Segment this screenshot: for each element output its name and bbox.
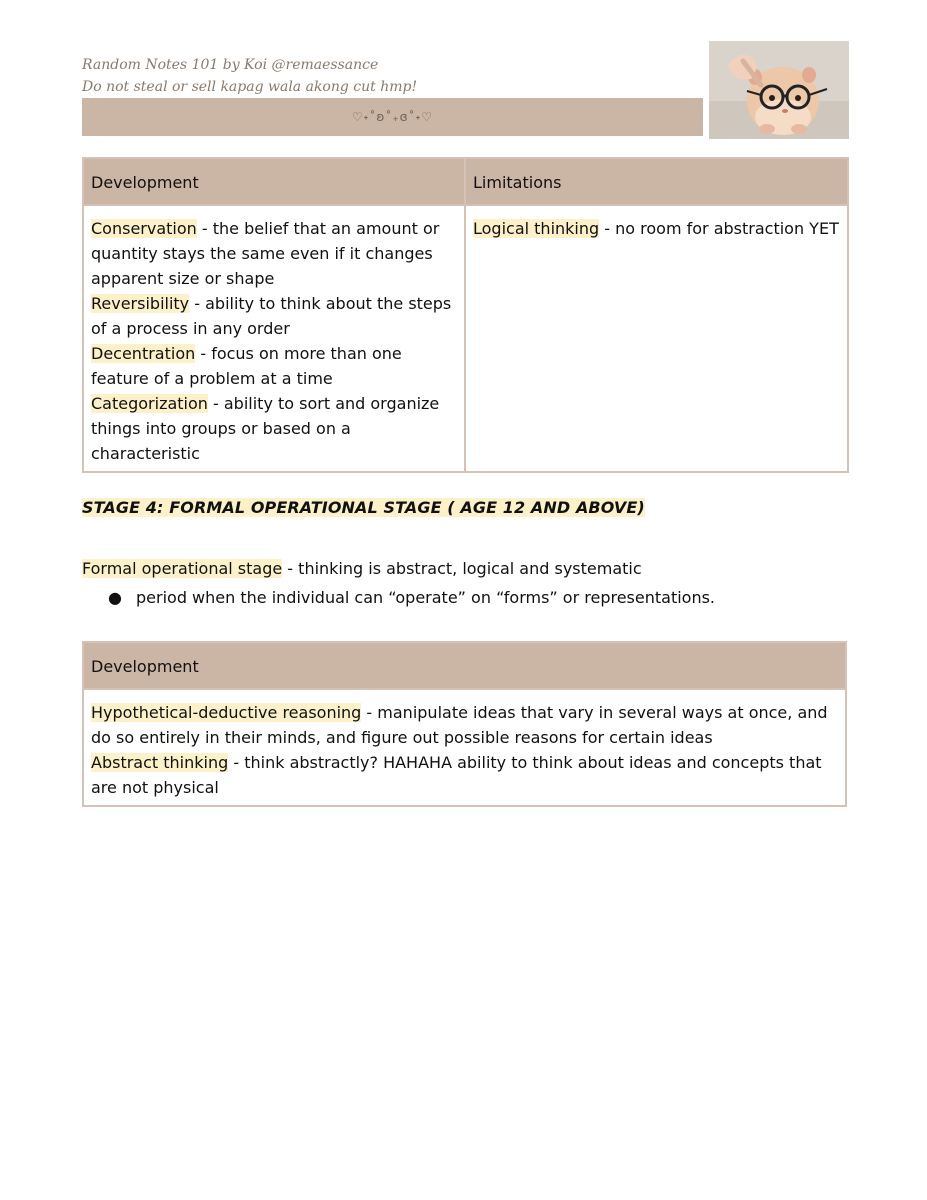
desc-categorization: - ability to sort and organize things into groups or based on a characteristic — [91, 394, 440, 463]
hamster-illustration — [709, 41, 849, 139]
formal-stage-table — [82, 641, 847, 807]
term-decentration: Decentration — [91, 344, 196, 363]
development-header: Development — [83, 158, 465, 205]
bullet-text: period when the individual can “operate” on “forms” or representations. — [136, 588, 716, 607]
term-hypothetical-deductive: Hypothetical-deductive reasoning — [91, 703, 362, 722]
term-formal-operational-stage: Formal operational stage — [82, 559, 283, 578]
concrete-stage-table — [82, 157, 849, 473]
term-categorization: Categorization — [91, 394, 208, 413]
development-header-2: Development — [83, 642, 846, 689]
term-abstract-thinking: Abstract thinking — [91, 753, 229, 772]
desc-abstract-thinking: - think abstractly? HAHAHA ability to think about ideas and concepts that are not physical — [91, 753, 822, 797]
header-banner — [82, 98, 703, 136]
hamster-with-glasses-image — [709, 41, 849, 139]
development-cell — [83, 205, 465, 472]
desc-hypothetical-deductive: - manipulate ideas that vary in several ways at once, and do so entirely in their minds, and figure out possible reasons for certain ideas — [91, 703, 828, 747]
desc-logical-thinking: - no room for abstraction YET — [599, 219, 839, 238]
formal-stage-definition — [82, 556, 642, 581]
term-reversibility: Reversibility — [91, 294, 190, 313]
header-disclaimer: Do not steal or sell kapag wala akong cut hmp! — [82, 79, 418, 95]
header-title: Random Notes 101 by Koi @remaessance — [82, 57, 379, 73]
limitations-cell — [465, 205, 848, 472]
bullet-item — [108, 585, 715, 610]
desc-formal-operational-stage: - thinking is abstract, logical and systematic — [282, 559, 642, 578]
term-logical-thinking: Logical thinking — [473, 219, 600, 238]
desc-decentration: - focus on more than one feature of a problem at a time — [91, 344, 402, 388]
stage-4-heading-text: STAGE 4: FORMAL OPERATIONAL STAGE ( AGE 12 AND ABOVE) — [82, 498, 645, 517]
term-conservation: Conservation — [91, 219, 197, 238]
limitations-header: Limitations — [465, 158, 848, 205]
desc-conservation: - the belief that an amount or quantity stays the same even if it changes apparent size or shape — [91, 219, 440, 288]
stage-4-heading — [82, 498, 645, 517]
bullet-marker: ● — [108, 588, 122, 607]
document-header — [82, 54, 417, 98]
development-cell-2 — [83, 689, 846, 806]
banner-hearts: ♡˖˚ʚ˚₊ɞ˚˖♡ — [351, 110, 434, 124]
desc-reversibility: - ability to think about the steps of a process in any order — [91, 294, 452, 338]
